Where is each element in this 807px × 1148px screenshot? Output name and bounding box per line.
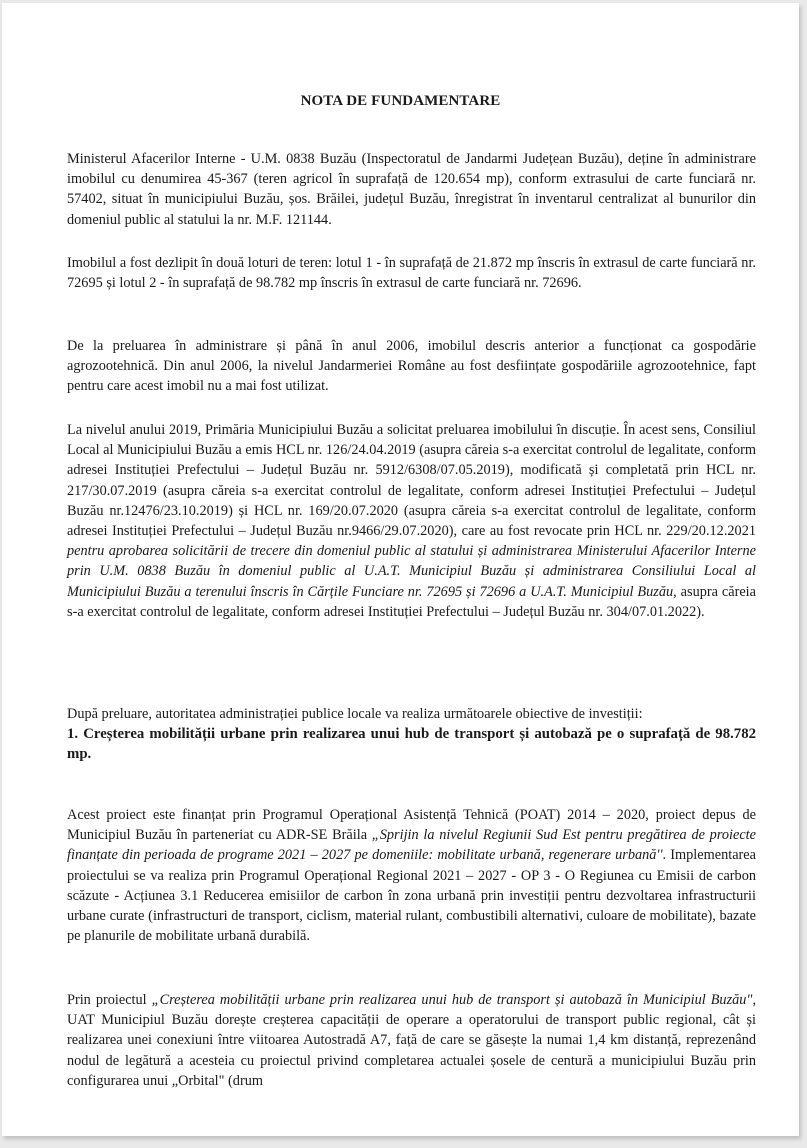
paragraph-hcl-decisions: [67, 420, 756, 622]
document-page: [2, 3, 799, 1136]
paragraph-text: După preluare, autoritatea administrației publice locale va realiza următoarele obiective de investiții:: [67, 706, 643, 722]
paragraph-italic-text: „Creșterea mobilității urbane prin realizarea unui hub de transport și autobază în Municipiul Buzău": [151, 992, 753, 1008]
paragraph-text: Ministerul Afacerilor Interne - U.M. 0838 Buzău (Inspectoratul de Jandarmi Județean Buzău), deține în administrare imobilul cu denumirea 45-367 (teren agricol în suprafață de 120.654 mp), conform extrasului de carte funciară nr. 57402, situat în municipiului Buzău, șos. Brăilei, județul Buzău, înregistrat în inventarul centralizat al bunurilor din domeniul public al statului la nr. M.F. 121144.: [67, 151, 756, 228]
paragraph-history: [67, 336, 756, 397]
paragraph-text: asupra căreia s-a exercitat controlul de legalitate, conform adresei Instituției Prefectului – Județul Buzău nr. 304/07.01.2022).: [67, 583, 757, 620]
paragraph-investment-objectives: [67, 704, 756, 765]
document-title: NOTA DE FUNDAMENTARE: [300, 93, 501, 109]
paragraph-text: De la preluarea în administrare și până în anul 2006, imobilul descris anterior a funcționat ca gospodărie agrozootehnică. Din anul 2006, la nivelul Jandarmeriei Române au fost desființate gospodăriile agrozootehnice, fapt pentru care acest imobil nu a mai fost utilizat.: [67, 338, 756, 395]
paragraph-italic-text: pentru aprobarea solicitării de trecere din domeniul public al statului și administrarea Ministerului Afacerilor Interne prin U.M. 0838 Buzău în domeniul public al U.A.T. Municipiul Buzău și administrarea Consiliului Local al Municipiului Buzău a terenului înscris în Cărțile Funciare nr. 72695 și 72696 a U.A.T. Municipiul Buzău,: [67, 543, 756, 600]
paragraph-italic-text: „Sprijin la nivelul Regiunii Sud Est pentru pregătirea de proiecte finanțate din perioada de programe 2021 – 2027 pe domeniile: mobilitate urbană, regenerare urbană'': [67, 827, 756, 864]
paragraph-text: , UAT Municipiul Buzău dorește creșterea capacității de operare a operatorului de transport public regional, cât și realizarea unei conexiuni între viitoarea Autostradă A7, față de care se găsește la numai 1,4 km distanță, reprezenând nodul de legătură a acesteia cu proiectul privind completarea actualei șosele de centură a municipiului Buzău prin configurarea unui „Orbital" (drum: [67, 992, 757, 1089]
paragraph-lots: [67, 253, 756, 293]
paragraph-text: . Implementarea proiectului se va realiza prin Programul Operațional Regional 2021 – 2027 - OP 3 - O Regiunea cu Emisii de carbon scăzute - Acțiunea 3.1 Reducerea emisiilor de carbon în zona urbană prin investiții pentru dezvoltarea infrastructurii urbane curate (infrastructuri de transport, ciclism, material rulant, combustibili alternativi, culoare de mobilitate), bazate pe planurile de mobilitate urbană durabilă.: [67, 847, 756, 945]
objective-heading: 1. Creșterea mobilității urbane prin realizarea unui hub de transport și autobază pe o suprafață de 98.782 mp.: [67, 726, 756, 763]
paragraph-funding: [67, 805, 756, 946]
paragraph-ownership: [67, 149, 756, 230]
paragraph-project-description: [67, 990, 756, 1091]
paragraph-text: La nivelul anului 2019, Primăria Municipiului Buzău a solicitat preluarea imobilului în discuție. În acest sens, Consiliul Local al Municipiului Buzău a emis HCL nr. 126/24.04.2019 (asupra căreia s-a exercitat controlul de legalitate, conform adresei Instituției Prefectului – Județul Buzău nr. 5912/6308/07.05.2019), modificată și completată prin HCL nr. 217/30.07.2019 (asupra căreia s-a exercitat controlul de legalitate, conform adresei Instituției Prefectului – Județul Buzău nr.12476/23.10.2019) și HCL nr. 169/20.07.2020 (asupra căreia s-a exercitat controlul de legalitate, conform adresei Instituției Prefectului – Județul Buzău nr.9466/29.07.2020), care au fost revocate prin HCL nr. 229/20.12.2021: [67, 422, 756, 540]
paragraph-text: Acest proiect este finanțat prin Programul Operațional Asistență Tehnică (POAT) 2014 – 2020, proiect depus de Municipiul Buzău în parteneriat cu ADR-SE Brăila: [67, 807, 756, 844]
paragraph-text: Imobilul a fost dezlipit în două loturi de teren: lotul 1 - în suprafață de 21.872 mp înscris în extrasul de carte funciară nr. 72695 și lotul 2 - în suprafață de 98.782 mp înscris în extrasul de carte funciară nr. 72696.: [67, 255, 756, 292]
paragraph-text: Prin proiectul: [67, 992, 152, 1008]
